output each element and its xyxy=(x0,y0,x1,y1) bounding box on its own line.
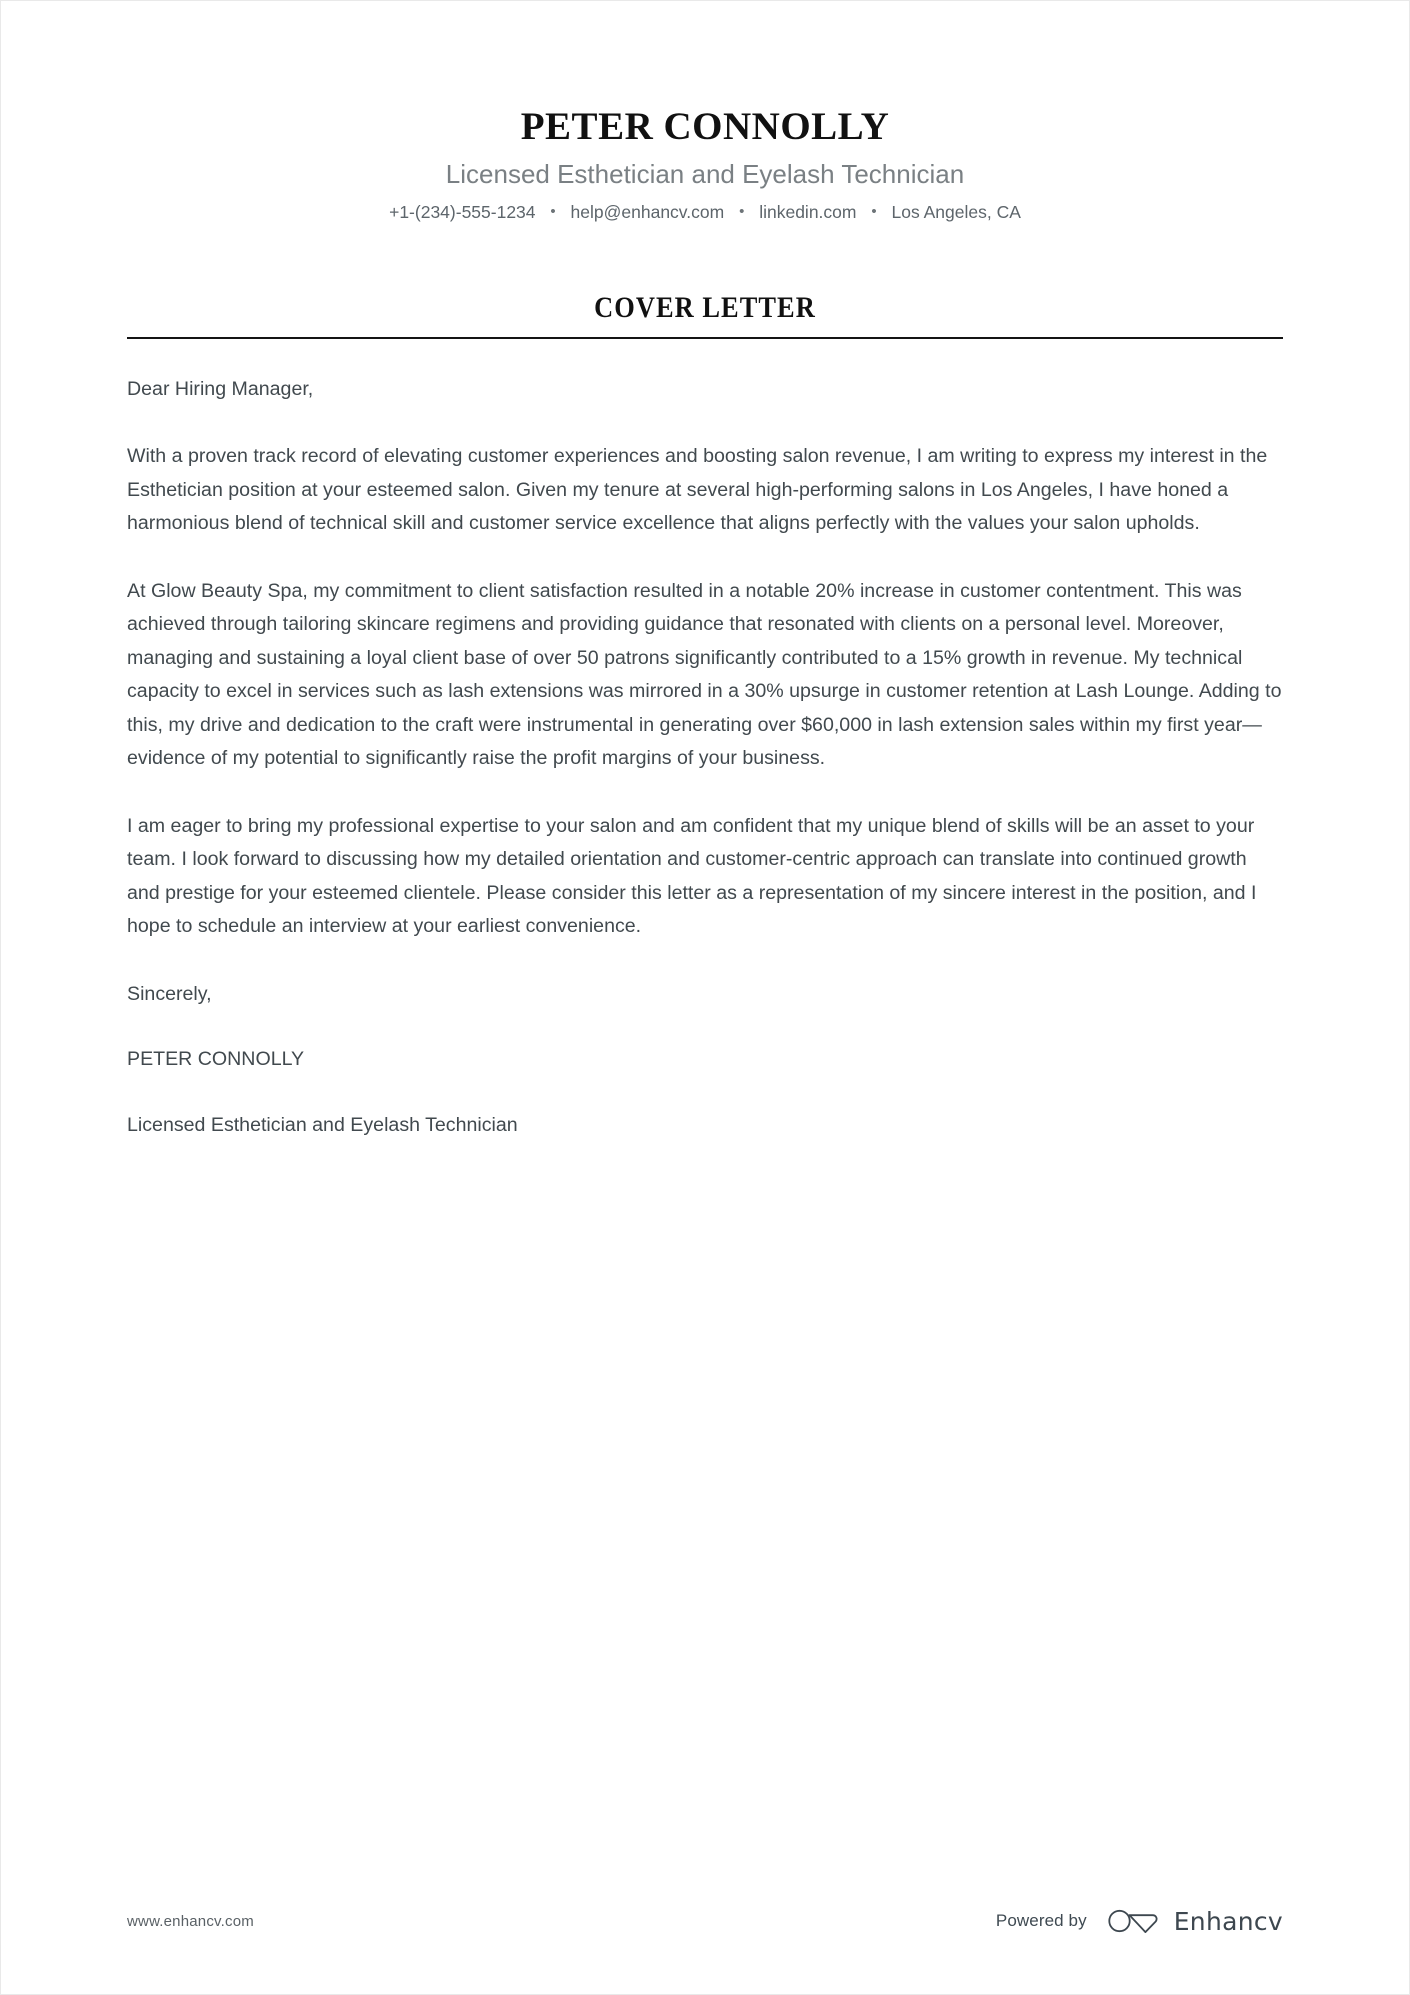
contact-location: Los Angeles, CA xyxy=(891,202,1021,223)
enhancv-brand-name: Enhancv xyxy=(1173,1906,1283,1936)
powered-by-block xyxy=(996,1906,1283,1936)
letter-paragraph-1: With a proven track record of elevating customer experiences and boosting salon revenue, I am writing to express my interest in the Esthetician position at your esteemed salon. Given my tenure at several high-performing salons in Los Angeles, I have honed a harmonious blend of technical skill and customer service excellence that aligns perfectly with the values your salon upholds. xyxy=(127,445,1268,535)
letter-closing: Sincerely, xyxy=(127,982,212,1005)
document-footer xyxy=(127,1906,1283,1936)
contact-separator-icon: • xyxy=(739,203,745,221)
document-header xyxy=(127,1,1283,225)
document-content xyxy=(127,1,1283,1174)
contact-separator-icon: • xyxy=(550,203,556,221)
contact-details-row xyxy=(127,200,1283,225)
contact-phone: +1-(234)-555-1234 xyxy=(389,202,536,223)
letter-paragraph-2: At Glow Beauty Spa, my commitment to client satisfaction resulted in a notable 20% increase in customer contentment. This was achieved through tailoring skincare regimens and providing guidance that resonated with clients on a personal level. Moreover, managing and sustaining a loyal client base of over 50 patrons significantly contributed to a 15% growth in revenue. My technical capacity to excel in services such as lash extensions was mirrored in a 30% upsurge in customer retention at Lash Lounge. Adding to this, my drive and dedication to the craft were instrumental in generating over $60,000 in lash extension sales within my first year—evidence of my potential to significantly raise the profit margins of your business. xyxy=(127,579,1282,770)
letter-salutation: Dear Hiring Manager, xyxy=(127,377,314,400)
candidate-job-title: Licensed Esthetician and Eyelash Technician xyxy=(445,158,965,189)
letter-paragraph-3: I am eager to bring my professional expertise to your salon and am confident that my unique blend of skills will be an asset to your team. I look forward to discussing how my detailed orientation and customer-centric approach can translate into continued growth and prestige for your esteemed clientele. Please consider this letter as a representation of my sincere interest in the position, and I hope to schedule an interview at your earliest convenience. xyxy=(127,814,1257,938)
letter-signature-title: Licensed Esthetician and Eyelash Technician xyxy=(127,1113,518,1136)
contact-separator-icon: • xyxy=(871,203,877,221)
powered-by-label: Powered by xyxy=(995,1911,1087,1930)
footer-website-url[interactable]: www.enhancv.com xyxy=(127,1912,254,1930)
section-divider xyxy=(127,337,1283,339)
letter-signoff xyxy=(127,978,1283,1143)
contact-email[interactable]: help@enhancv.com xyxy=(570,202,725,223)
candidate-name: PETER CONNOLLY xyxy=(520,105,890,148)
section-title: COVER LETTER xyxy=(594,290,816,324)
enhancv-logo-icon xyxy=(1107,1906,1161,1936)
letter-signature-name: PETER CONNOLLY xyxy=(127,1048,305,1071)
contact-linkedin[interactable]: linkedin.com xyxy=(759,202,857,223)
cover-letter-section-head xyxy=(127,291,1283,325)
enhancv-brand[interactable] xyxy=(1107,1906,1283,1936)
letter-body xyxy=(127,373,1283,1143)
